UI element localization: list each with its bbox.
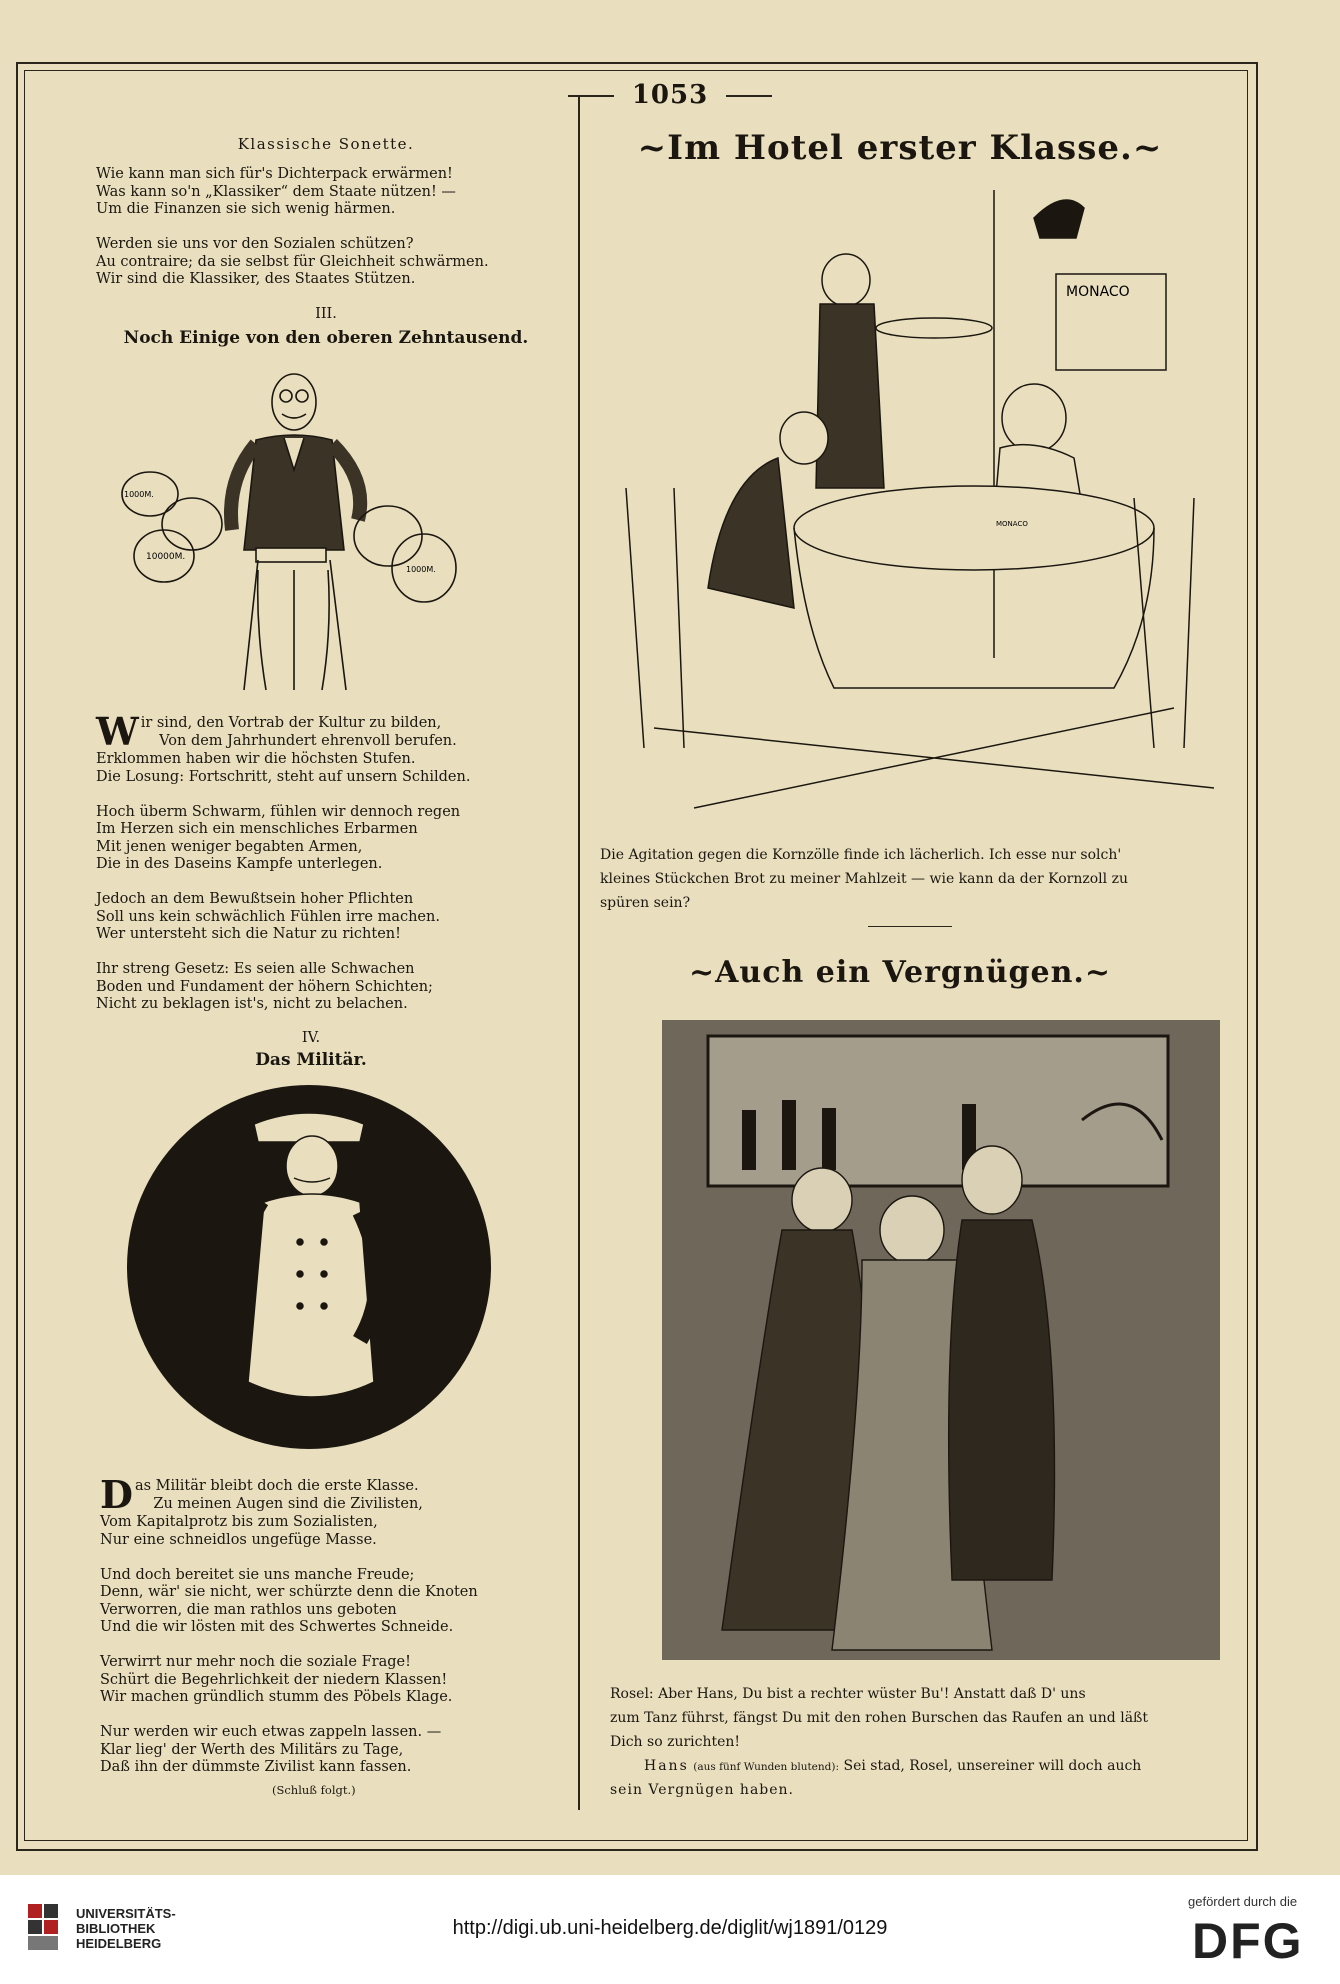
poem3-opening (96, 709, 457, 754)
column-divider (578, 96, 580, 1810)
money-bag-label-3: 1000M. (406, 565, 436, 574)
poem3-text: Erklommen haben wir die höchsten Stufen. Die Losung: Fortschritt, steht auf unsern Schilden. Hoch überm Schwarm, fühlen wir dennoch regen Im Herzen sich ein menschliches Erbarmen Mit jenen weniger begabten Armen, Die in des Daseins Kampfe unterlegen. Jedoch an dem Bewußtsein hoher Pflichten Soll uns kein schwächlich Fühlen irre machen. Wer untersteht sich die Natur zu richten! Ihr streng Gesetz: Es seien alle Schwachen Boden und Fundament der höhern Schichten; Nicht zu beklagen ist's, nicht zu belachen. (96, 751, 471, 1012)
money-bag-label-1: 1000M. (124, 490, 154, 499)
funding-label: gefördert durch die (1188, 1894, 1298, 1909)
vergnuegen-caption-2: zum Tanz führst, fängst Du mit den rohen Burschen das Raufen an und läßt (610, 1710, 1149, 1726)
caption-divider (868, 926, 952, 927)
source-url-link[interactable]: http://digi.ub.uni-heidelberg.de/diglit/wj1891/0129 (452, 1917, 888, 1939)
bottle-label: MONACO (996, 520, 1028, 528)
section-4-number: IV. (301, 1030, 321, 1046)
poem3-first-lines: ir sind, den Vortrab der Kultur zu bilden, Von dem Jahrhundert ehrenvoll berufen. (140, 715, 457, 749)
dance-brawl-drawing (662, 1020, 1220, 1660)
dance-brawl-illustration (662, 1020, 1220, 1660)
hotel-title-text: Im Hotel erster Klasse. (667, 128, 1133, 168)
vergnuegen-caption-5: sein Vergnügen haben. (610, 1782, 795, 1798)
vergnuegen-caption-1: Rosel: Aber Hans, Du bist a rechter wüster Bu'! Anstatt daß D' uns (610, 1686, 1086, 1702)
continued-note: (Schluß folgt.) (272, 1783, 356, 1797)
vergnuegen-caption-4 (644, 1754, 1141, 1779)
hotel-caption: Die Agitation gegen die Kornzölle finde ich lächerlich. Ich esse nur solch' kleines Stückchen Brot zu meiner Mahlzeit — wie kann da der Kornzoll zu spüren sein? (600, 847, 1128, 911)
officer-illustration (124, 1082, 494, 1452)
vergnuegen-caption-3: Dich so zurichten! (610, 1734, 741, 1750)
section-3-title: Noch Einige von den oberen Zehntausend. (123, 328, 529, 348)
page-number: 1053 (0, 80, 1340, 110)
article-title-vergnuegen: ~Auch ein Vergnügen.~ (689, 955, 1111, 990)
poem1-text: Wie kann man sich für's Dichterpack erwärmen! Was kann so'n „Klassiker“ dem Staate nützen! — Um die Finanzen sie sich wenig härmen. Werden sie uns vor den Sozialen schützen? Au contraire; da sie selbst für Gleichheit schwärmen. Wir sind die Klassiker, des Staates Stützen. (96, 166, 489, 287)
article-title-hotel: ~Im Hotel erster Klasse.~ (637, 128, 1163, 168)
hotel-dining-illustration (614, 188, 1234, 824)
speaker-hans: Hans (644, 1758, 689, 1774)
vergnuegen-title-text: Auch ein Vergnügen. (715, 955, 1085, 990)
hans-reply: Sei stad, Rosel, unsereiner will doch auch (843, 1758, 1142, 1774)
poem1-title: Klassische Sonette. (237, 135, 415, 153)
monaco-sign: MONACO (1066, 284, 1130, 300)
poem4-opening (100, 1472, 423, 1517)
money-bag-label-2: 10000M. (146, 552, 186, 562)
poem4-text: Vom Kapitalprotz bis zum Sozialisten, Nur eine schneidlos ungefüge Masse. Und doch bereitet sie uns manche Freude; Denn, wär' sie nicht, wer schürzte denn die Knoten Verworren, die man rathlos uns geboten Und die wir lösten mit des Schwertes Schneide. Verwirrt nur mehr noch die soziale Frage! Schürt die Begehrlichkeit der niedern Klassen! Wir machen gründlich stumm des Pöbels Klage. Nur werden wir euch etwas zappeln lassen. — Klar lieg' der Werth des Militärs zu Tage, Daß ihn der dümmste Zivilist kann fassen. (100, 1514, 478, 1775)
officer-drawing (124, 1082, 494, 1452)
university-library-name: UNIVERSITÄTS- BIBLIOTHEK HEIDELBERG (76, 1906, 176, 1951)
poem4-first-lines: as Militär bleibt doch die erste Klasse. Zu meinen Augen sind die Zivilisten, (134, 1478, 423, 1512)
dfg-logo[interactable]: DFG (1192, 1913, 1304, 1969)
rich-man-drawing (106, 360, 502, 700)
speaker-aside: (aus fünf Wunden blutend): (693, 1761, 840, 1773)
rich-man-illustration (106, 360, 502, 700)
section-4-title: Das Militär. (255, 1050, 367, 1070)
poem4-dropcap: D (100, 1472, 133, 1517)
hotel-dining-drawing (614, 188, 1234, 824)
section-3-number: III. (315, 306, 337, 322)
poem3-dropcap: W (96, 709, 139, 754)
